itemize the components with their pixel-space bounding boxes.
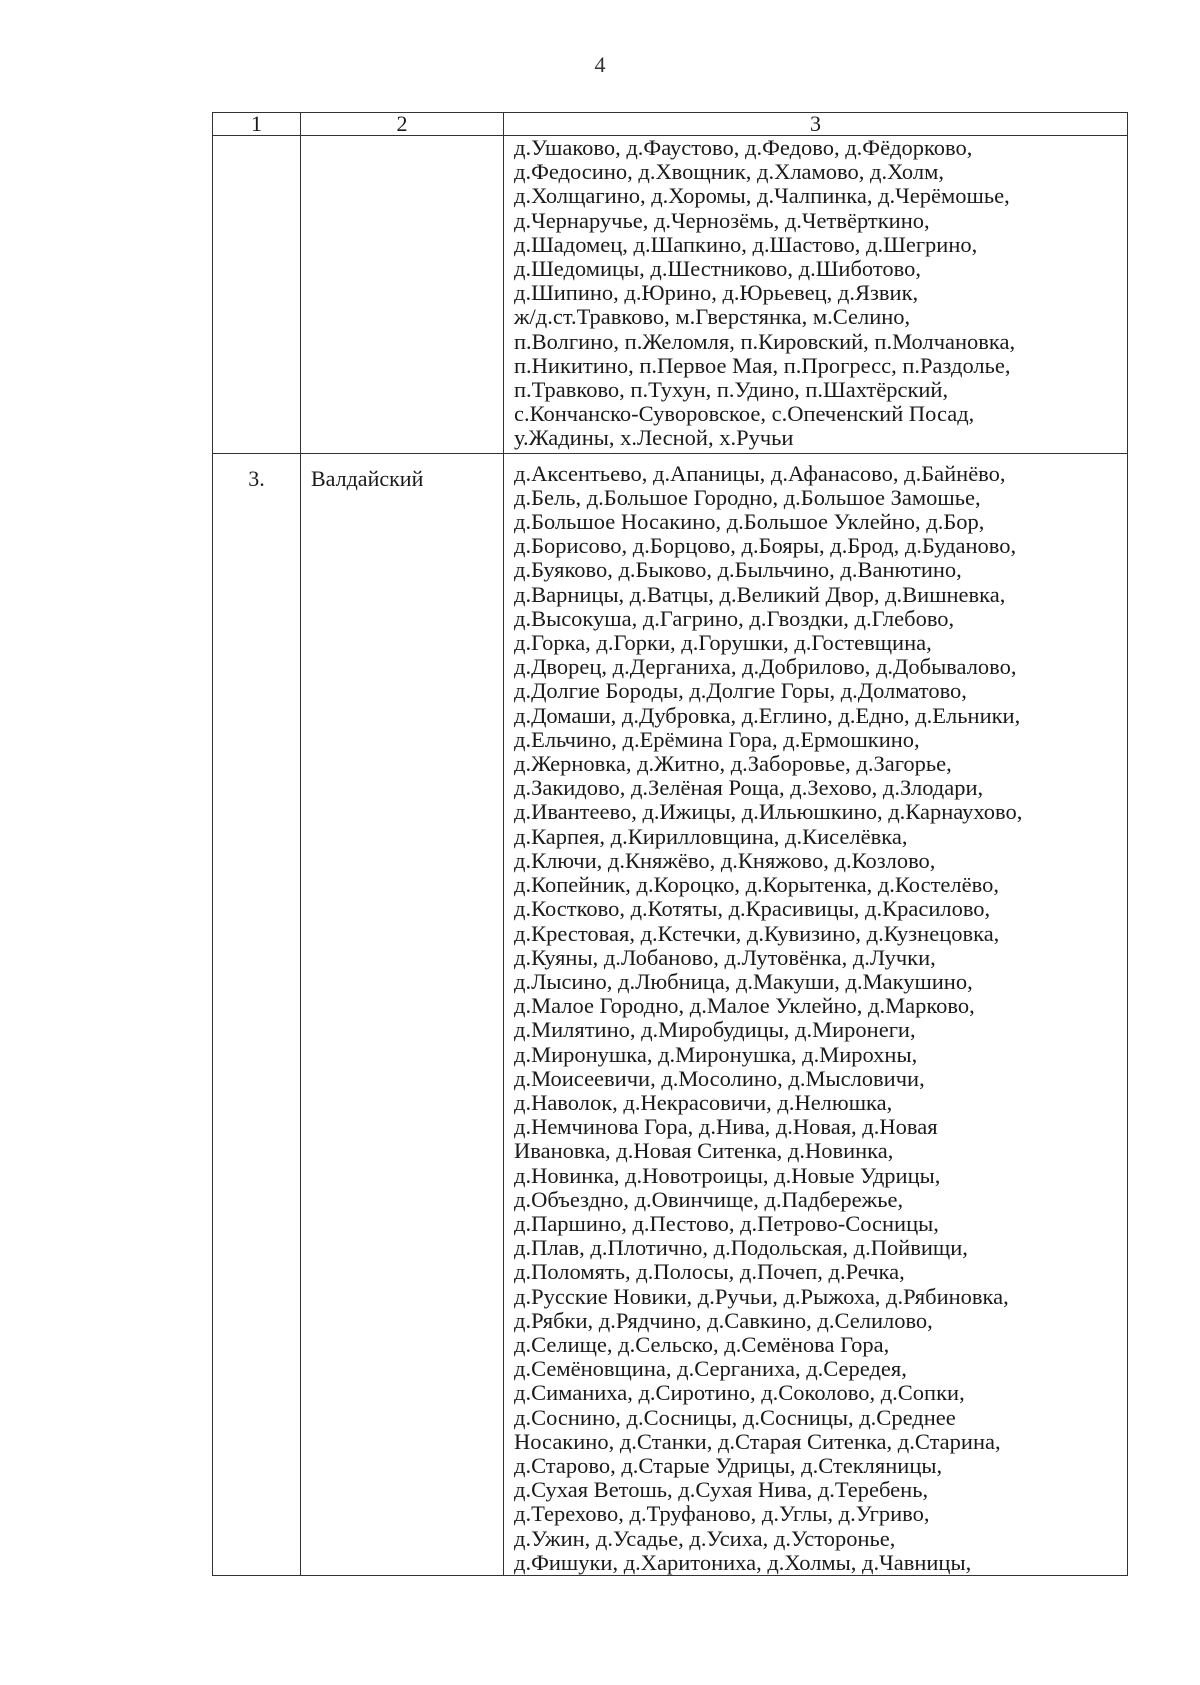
settlement-line: д.Костково, д.Котяты, д.Красивицы, д.Красилово, [514,896,991,922]
settlement-line: д.Объездно, д.Овинчище, д.Падбережье, [514,1186,904,1212]
settlement-line: п.Волгино, п.Желомля, п.Кировский, п.Молчановка, [514,328,1016,354]
settlement-line: д.Варницы, д.Ватцы, д.Великий Двор, д.Вишневка, [514,581,1006,607]
settlement-line: д.Малое Городно, д.Малое Уклейно, д.Марково, [514,993,975,1019]
settlement-line: д.Ужин, д.Усадье, д.Усиха, д.Усторонье, [514,1525,896,1551]
settlement-line: д.Паршино, д.Пестово, д.Петрово-Сосницы, [514,1210,939,1236]
settlement-line: д.Фишуки, д.Харитониха, д.Холмы, д.Чавницы, [514,1549,972,1575]
settlement-line: д.Шедомицы, д.Шестниково, д.Шиботово, [514,256,921,282]
settlement-line: д.Селище, д.Сельско, д.Семёнова Гора, [514,1331,890,1357]
settlements-cell [504,453,1128,1575]
settlement-line: д.Милятино, д.Миробудицы, д.Миронеги, [514,1017,916,1043]
district-cell [301,136,504,454]
settlements-table [212,112,1128,1576]
settlement-line: д.Борисово, д.Борцово, д.Бояры, д.Брод, д.Буданово, [514,533,1017,559]
settlement-line: д.Буяково, д.Быково, д.Быльчино, д.Ванютино, [514,557,962,583]
table-row-continuation [213,136,1128,454]
settlement-line: д.Наволок, д.Некрасовичи, д.Нелюшка, [514,1089,893,1115]
settlement-line: с.Кончанско-Суворовское, с.Опеченский Посад, [514,401,975,427]
settlement-line: д.Высокуша, д.Гагрино, д.Гвоздки, д.Глебово, [514,605,955,631]
column-header-3: 3 [504,113,1128,136]
row-number-cell [213,136,301,454]
column-header-2: 2 [301,113,504,136]
settlement-line: д.Крестовая, д.Кстечки, д.Кувизино, д.Кузнецовка, [514,920,1000,946]
settlement-line: д.Лысино, д.Любница, д.Макуши, д.Макушино, [514,968,973,994]
settlement-line: д.Ивантеево, д.Ижицы, д.Ильюшкино, д.Карнаухово, [514,799,1023,825]
settlement-line: д.Закидово, д.Зелёная Роща, д.Зехово, д.Злодари, [514,775,984,801]
settlement-line: д.Домаши, д.Дубровка, д.Еглино, д.Едно, д.Ельники, [514,702,1021,728]
settlement-line: д.Поломять, д.Полосы, д.Почеп, д.Речка, [514,1259,905,1285]
column-header-1: 1 [213,113,301,136]
settlement-line: д.Федосино, д.Хвощник, д.Хламово, д.Холм, [514,159,944,185]
settlement-line: д.Ушаково, д.Фаустово, д.Федово, д.Фёдорково, [514,135,973,160]
page-number: 4 [594,52,606,77]
settlement-line: д.Рябки, д.Рядчино, д.Савкино, д.Селилово, [514,1307,933,1333]
settlement-line: д.Куяны, д.Лобаново, д.Лутовёнка, д.Лучки, [514,944,936,970]
settlement-line: д.Русские Новики, д.Ручьи, д.Рыжоха, д.Рябиновка, [514,1283,1009,1309]
row-number-cell: 3. [213,453,301,1575]
settlement-line: д.Миронушка, д.Миронушка, д.Мирохны, [514,1041,918,1067]
settlement-line: д.Большое Носакино, д.Большое Уклейно, д.Бор, [514,509,985,535]
settlement-line: д.Холщагино, д.Хоромы, д.Чалпинка, д.Черёмошье, [514,183,1010,209]
settlement-line: п.Травково, п.Тухун, п.Удино, п.Шахтёрский, [514,377,949,403]
settlement-line: Носакино, д.Станки, д.Старая Ситенка, д.Старина, [514,1428,1001,1454]
settlement-line: ж/д.ст.Травково, м.Гверстянка, м.Селино, [514,304,911,330]
settlement-line: д.Новинка, д.Новотроицы, д.Новые Удрицы, [514,1162,941,1188]
settlement-line: д.Немчинова Гора, д.Нива, д.Новая, д.Новая [514,1114,938,1140]
settlement-line: д.Копейник, д.Короцко, д.Корытенка, д.Костелёво, [514,872,999,898]
settlement-line: д.Симаниха, д.Сиротино, д.Соколово, д.Сопки, [514,1380,965,1406]
settlement-line: д.Бель, д.Большое Городно, д.Большое Замошье, [514,484,981,510]
settlement-line: д.Чернаручье, д.Чернозёмь, д.Четвёрткино, [514,207,930,233]
settlement-line: д.Ельчино, д.Ерёмина Гора, д.Ермошкино, [514,726,920,752]
settlement-line: д.Плав, д.Плотично, д.Подольская, д.Пойвищи, [514,1235,968,1261]
settlement-line: д.Долгие Бороды, д.Долгие Горы, д.Долматово, [514,678,967,704]
settlement-line: д.Жерновка, д.Житно, д.Заборовье, д.Загорье, [514,751,952,777]
settlement-line: д.Соснино, д.Сосницы, д.Сосницы, д.Среднее [514,1404,956,1430]
settlement-line: д.Аксентьево, д.Апаницы, д.Афанасово, д.Байнёво, [514,460,1006,486]
settlement-line: д.Дворец, д.Дерганиха, д.Добрилово, д.Добывалово, [514,654,1017,680]
settlement-line: д.Сухая Ветошь, д.Сухая Нива, д.Теребень, [514,1477,929,1503]
table-header-row [213,113,1128,136]
settlement-line: д.Карпея, д.Кирилловщина, д.Киселёвка, [514,823,908,849]
settlements-cell [504,136,1128,454]
settlement-line: у.Жадины, х.Лесной, х.Ручьи [514,425,794,451]
settlement-line: д.Ключи, д.Княжёво, д.Княжово, д.Козлово, [514,847,936,873]
settlement-line: Ивановка, д.Новая Ситенка, д.Новинка, [514,1138,894,1164]
settlement-line: д.Горка, д.Горки, д.Горушки, д.Гостевщина, [514,630,932,656]
settlement-line: п.Никитино, п.Первое Мая, п.Прогресс, п.Раздолье, [514,352,1011,378]
settlement-line: д.Старово, д.Старые Удрицы, д.Стекляницы, [514,1452,943,1478]
settlement-line: д.Шадомец, д.Шапкино, д.Шастово, д.Шегрино, [514,231,978,257]
settlement-line: д.Семёновщина, д.Серганиха, д.Середея, [514,1356,907,1382]
settlement-line: д.Терехово, д.Труфаново, д.Углы, д.Угриво, [514,1501,930,1527]
table-row-valdai [213,453,1128,1575]
settlement-line: д.Шипино, д.Юрино, д.Юрьевец, д.Язвик, [514,280,919,306]
district-name: Валдайский [301,453,504,1575]
settlement-line: д.Моисеевичи, д.Мосолино, д.Мысловичи, [514,1065,925,1091]
